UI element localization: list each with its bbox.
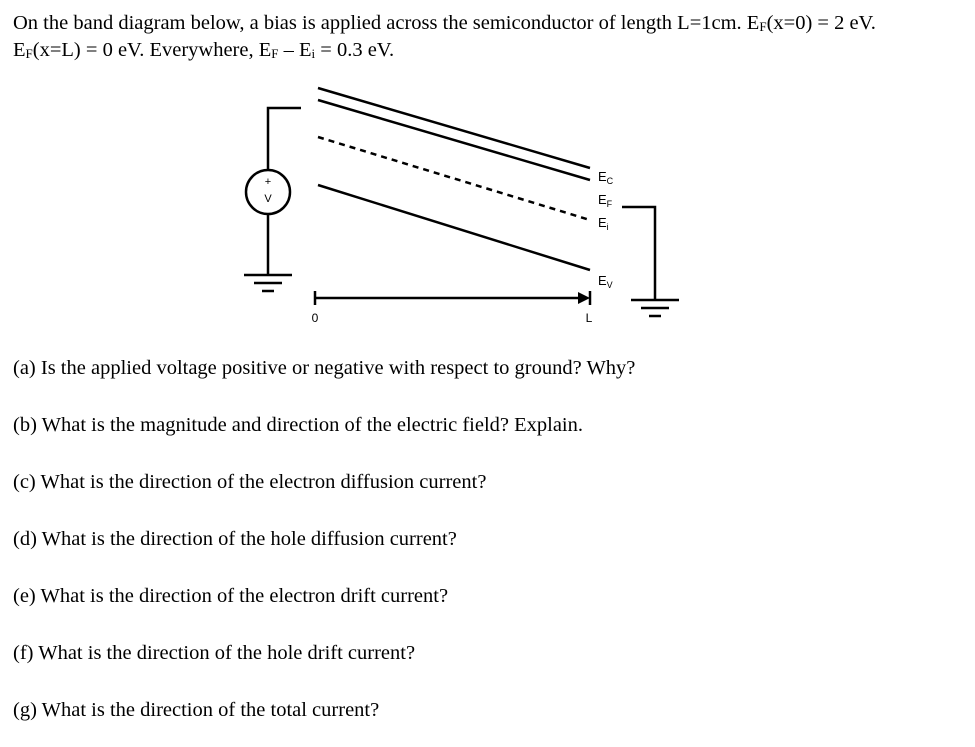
intro-line-2 — [13, 39, 394, 61]
question-b: (b) What is the magnitude and direction of the electric field? Explain. — [13, 414, 583, 436]
intrinsic-level-line — [318, 137, 590, 220]
question-a: (a) Is the applied voltage positive or negative with respect to ground? Why? — [13, 357, 636, 379]
ec-label: $E_C$ — [598, 169, 614, 186]
question-g: (g) What is the direction of the total current? — [13, 699, 380, 721]
fermi-subscript: F — [25, 46, 33, 61]
vacuum-level-line — [318, 88, 590, 168]
left-ground-icon — [244, 275, 292, 291]
problem-statement — [13, 10, 971, 64]
left-bias-circuit — [244, 108, 301, 291]
source-polarity-plus: + — [264, 176, 272, 188]
intro-text: = 0.3 eV. — [315, 39, 395, 61]
question-e: (e) What is the direction of the electron drift current? — [13, 585, 449, 607]
axis-start-label: 0 — [311, 311, 319, 325]
source-label: V — [264, 193, 272, 205]
question-f: (f) What is the direction of the hole drift current? — [13, 642, 416, 664]
intro-text: – E — [278, 39, 312, 61]
fermi-subscript: F — [271, 46, 279, 61]
intro-text: (x=0) = 2 eV. — [766, 12, 876, 34]
axis-arrowhead — [578, 292, 590, 304]
right-ground-icon — [631, 300, 679, 316]
band-diagram — [230, 75, 680, 335]
intrinsic-subscript: i — [311, 46, 316, 61]
intro-text: (x=L) = 0 eV. Everywhere, E — [32, 39, 272, 61]
axis-end-label: L — [585, 311, 593, 325]
conduction-band-line — [318, 100, 590, 180]
right-ground-wire — [622, 207, 655, 300]
source-wire-top — [268, 108, 301, 170]
fermi-subscript: F — [759, 19, 767, 34]
ev-label: $E_V$ — [598, 273, 613, 290]
intro-line-1 — [13, 12, 876, 34]
right-ground-circuit — [622, 207, 679, 316]
intro-text: On the band diagram below, a bias is applied across the semiconductor of length L=1cm. E — [13, 12, 760, 34]
position-axis — [315, 291, 590, 305]
question-c: (c) What is the direction of the electron diffusion current? — [13, 471, 487, 493]
ef-label: $E_F$ — [598, 192, 613, 209]
intro-text: E — [13, 39, 26, 61]
question-d: (d) What is the direction of the hole diffusion current? — [13, 528, 457, 550]
ei-label: $E_i$ — [598, 215, 609, 232]
fermi-level-step — [318, 185, 590, 270]
